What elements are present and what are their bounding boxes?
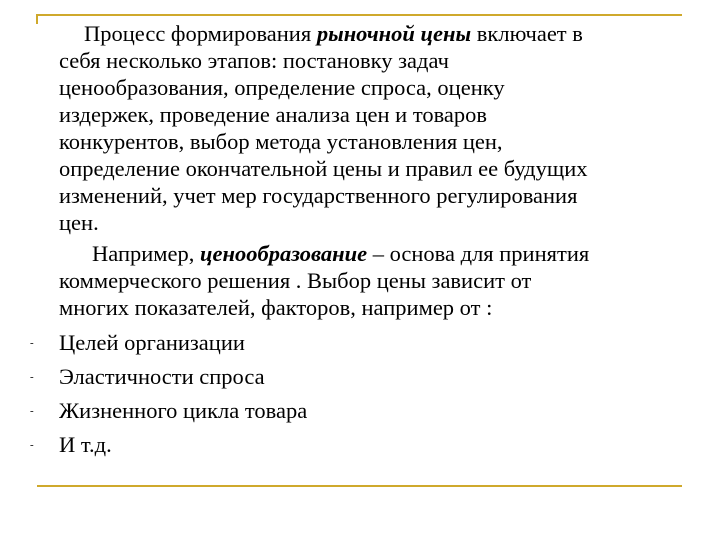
paragraph2-text: Например, (92, 241, 200, 266)
paragraph1-line: ценообразования, определение спроса, оценку (59, 75, 505, 100)
factor-list (0, 325, 720, 461)
paragraph1-line: цен. (59, 210, 99, 235)
list-item-text: Эластичности спроса (59, 364, 265, 389)
bottom-rule (37, 485, 682, 487)
list-item (0, 325, 720, 359)
paragraph2-line: многих показателей, факторов, например от : (59, 295, 493, 320)
list-item-text: Целей организации (59, 330, 245, 355)
slide-body (0, 20, 720, 461)
paragraph1-line: себя несколько этапов: постановку задач (59, 48, 449, 73)
paragraph2-line: коммерческого решения . Выбор цены зависит от (59, 268, 532, 293)
paragraph1-line: изменений, учет мер государственного регулирования (59, 183, 578, 208)
paragraph-example (59, 240, 689, 321)
paragraph1-line: конкурентов, выбор метода установления цен, (59, 129, 503, 154)
paragraph-pricing-process (59, 20, 689, 236)
list-item (0, 393, 720, 427)
paragraph1-text: включает в (471, 21, 583, 46)
bullet-dash: - (30, 439, 34, 451)
top-rule (37, 14, 682, 16)
bullet-dash: - (30, 405, 34, 417)
paragraph1-line-1 (59, 20, 689, 47)
paragraph1-text: Процесс формирования (84, 21, 317, 46)
list-item (0, 359, 720, 393)
term-pricing: ценообразование (200, 241, 368, 266)
paragraph1-line: издержек, проведение анализа цен и товаров (59, 102, 488, 127)
bullet-dash: - (30, 371, 34, 383)
paragraph2-line-1 (59, 240, 689, 267)
paragraph2-text: – основа для принятия (367, 241, 590, 266)
bullet-dash: - (30, 337, 34, 349)
list-item (0, 427, 720, 461)
paragraph1-line: определение окончательной цены и правил ее будущих (59, 156, 588, 181)
list-item-text: И т.д. (59, 432, 112, 457)
term-market-price: рыночной цены (316, 21, 472, 46)
list-item-text: Жизненного цикла товара (59, 398, 308, 423)
